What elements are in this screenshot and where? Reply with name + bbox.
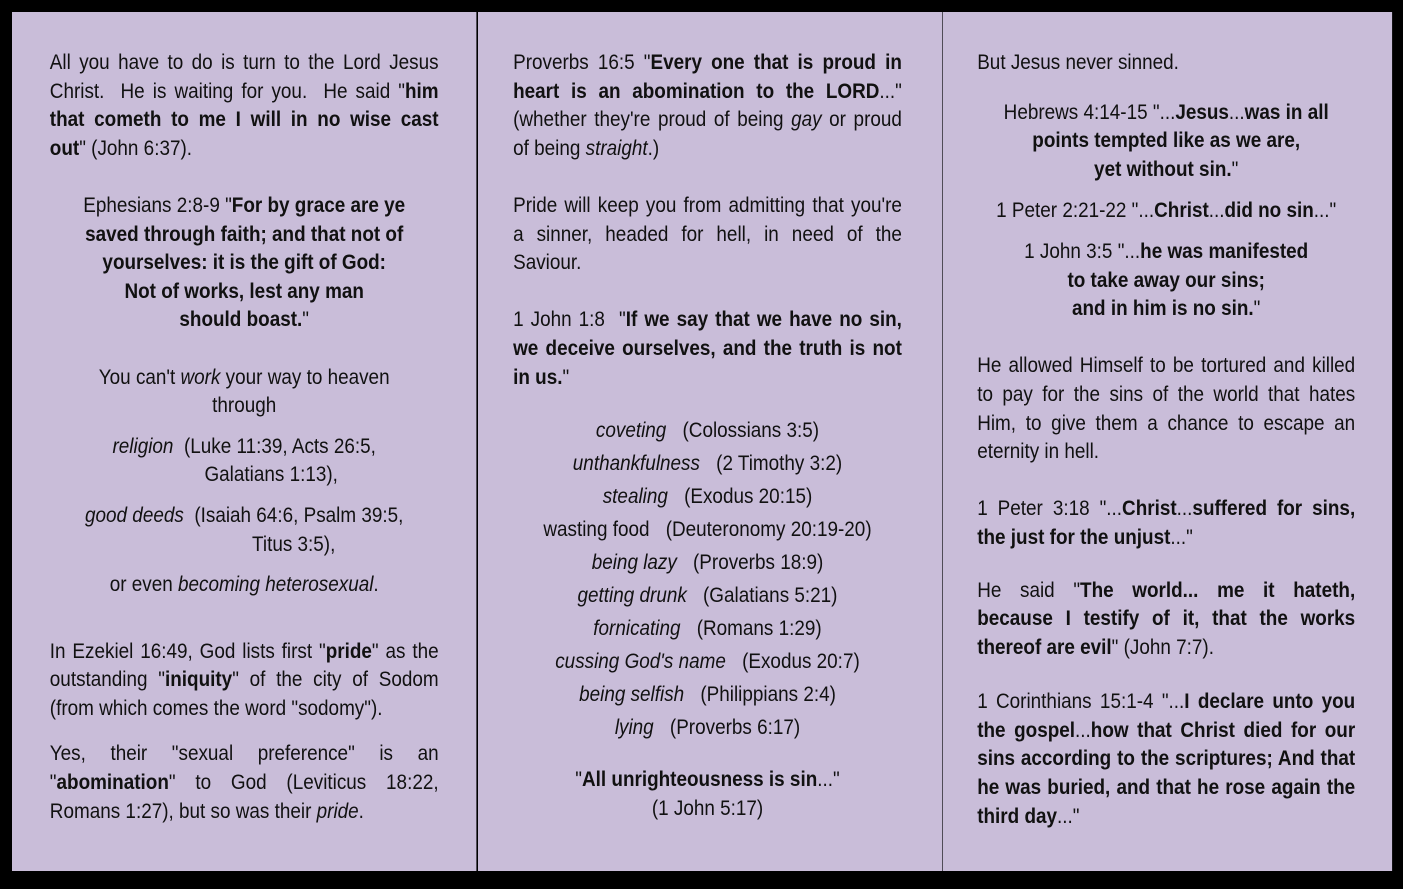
sin-term: coveting (595, 419, 667, 443)
yes-pride: pride (316, 799, 359, 823)
first-peter-ellipsis: ... (1208, 199, 1225, 223)
third-peter-verse (977, 495, 1355, 552)
hetero-period: . (373, 573, 379, 597)
proverbs-text-2: or proud of being (513, 108, 902, 160)
unrighteousness-ref: (1 John 5:17) (651, 796, 764, 820)
proverbs-gay: gay (791, 108, 822, 132)
yes-abomination: abomination (56, 771, 169, 795)
middle-panel (478, 12, 942, 871)
hebrews-jesus: Jesus (1175, 100, 1229, 124)
world-hateth-paragraph (977, 577, 1355, 663)
sin-term: cussing God's name (555, 650, 726, 674)
peter-3-quote: suffered for sins, the just for the unjust (977, 497, 1356, 549)
first-john-close: " (562, 365, 570, 389)
proverbs-text-1: ..." (whether they're proud of being (513, 79, 902, 132)
ephesians-line-5: should boast. (179, 308, 303, 332)
allowed-paragraph: He allowed Himself to be tortured and killed to pay for the sins of the world that hates Him, to give them a chance to escape an eternity in hell. (977, 354, 1356, 464)
first-john-3-verse (977, 238, 1355, 324)
corinthians-quote-2: how that Christ died for our sins according to the scriptures; And that he was buried, and that he rose again the third day (977, 718, 1356, 828)
hetero-text: or even (109, 573, 179, 597)
sin-reference: (Exodus 20:7) (742, 650, 860, 674)
corinthians-close: ..." (1057, 804, 1080, 828)
ephesians-ref: Ephesians 2:8-9 " (83, 193, 232, 217)
hebrews-verse (977, 99, 1355, 185)
good-deeds-term: good deeds (85, 503, 184, 527)
corinthians-verse (977, 688, 1355, 831)
works-emphasis: work (180, 365, 221, 389)
said-ref: " (John 7:7). (1111, 635, 1214, 659)
heterosexual-item (50, 571, 439, 600)
yes-text-1: Yes, their "sexual preference" is an " (49, 742, 439, 795)
sin-term: fornicating (593, 617, 681, 641)
sin-list-item (513, 414, 902, 447)
first-john-paragraph (513, 306, 902, 392)
sin-term: stealing (602, 485, 668, 509)
works-text-2: your way to heaven (220, 365, 390, 389)
yes-period: . (358, 799, 364, 823)
works-text-1: You can't (98, 365, 181, 389)
hebrews-line-2: points tempted like as we are, (1032, 129, 1301, 153)
sin-reference: (Philippians 2:4) (700, 683, 836, 707)
sin-reference: (Colossians 3:5) (682, 419, 820, 443)
unrighteousness-close: ..." (817, 768, 840, 792)
yes-paragraph (50, 740, 439, 826)
first-peter-verse (977, 197, 1355, 226)
religion-refs-1: (Luke 11:39, Acts 26:5, (173, 434, 376, 458)
sin-reference: (Romans 1:29) (696, 617, 822, 641)
peter-3-close: ..." (1170, 525, 1193, 549)
sin-term: being selfish (579, 683, 685, 707)
hetero-term: becoming heterosexual (178, 573, 374, 597)
sin-list-item (513, 579, 902, 612)
ephesians-line-2: saved through faith; and that not of (85, 222, 404, 246)
unrighteousness-verse (513, 766, 902, 823)
pride-paragraph: Pride will keep you from admitting that you're a sinner, headed for hell, in need of the Saviour. (513, 193, 902, 275)
unrighteousness-open: " (575, 768, 582, 792)
works-heading (50, 364, 439, 421)
sin-reference: (2 Timothy 3:2) (716, 452, 843, 476)
sin-reference: (Proverbs 18:9) (693, 551, 824, 575)
sin-list-item (513, 612, 902, 645)
peter-3-ref: 1 Peter 3:18 "... (977, 497, 1123, 521)
first-john-ref: 1 John 1:8 " (513, 308, 626, 332)
never-sinned: But Jesus never sinned. (977, 51, 1179, 74)
proverbs-ref: Proverbs 16:5 " (513, 51, 651, 74)
right-panel (943, 12, 1392, 871)
sin-term: getting drunk (577, 584, 687, 608)
proverbs-paragraph (513, 49, 902, 163)
john-3-line-2: to take away our sins; (1067, 268, 1265, 292)
peter-3-christ: Christ (1122, 497, 1177, 521)
works-through: through (212, 394, 277, 418)
sin-list-item (513, 711, 902, 744)
religion-item (50, 433, 439, 490)
sin-reference: (Proverbs 6:17) (669, 716, 801, 740)
ezekiel-pride: pride (325, 639, 372, 663)
ezekiel-text-3: " of the city of Sodom (from which comes the word "sodomy"). (49, 668, 439, 720)
good-deeds-refs-1: (Isaiah 64:6, Psalm 39:5, (183, 503, 404, 527)
corinthians-ref: 1 Corinthians 15:1-4 "... (977, 690, 1185, 714)
proverbs-quote: Every one that is proud in heart is an abomination to the LORD (513, 51, 902, 103)
corinthians-quote-1: I declare unto you the gospel (977, 690, 1356, 742)
john-3-line-1: he was manifested (1140, 239, 1309, 263)
hebrews-ref: Hebrews 4:14-15 "... (1003, 100, 1176, 124)
said-quote: The world... me it hateth, because I testify of it, that the works thereof are evil (977, 578, 1356, 659)
right-panel-content (977, 49, 1355, 831)
left-panel (12, 12, 476, 871)
first-peter-christ: Christ (1154, 199, 1209, 223)
ephesians-close: " (302, 308, 309, 332)
sin-reference: (Deuteronomy 20:19-20) (665, 518, 872, 542)
sin-list-item (513, 480, 902, 513)
john-3-line-3: and in him is no sin. (1071, 297, 1254, 321)
intro-paragraph (50, 49, 439, 163)
hebrews-close: " (1231, 157, 1239, 181)
sin-list-item (513, 513, 902, 546)
ezekiel-text-2: " as the outstanding " (49, 639, 439, 692)
first-peter-close: ..." (1313, 199, 1337, 223)
intro-ref: " (John 6:37). (79, 136, 193, 160)
left-panel-content (50, 49, 439, 826)
sin-reference: (Exodus 20:15) (684, 485, 813, 509)
sin-list-item (513, 447, 902, 480)
proverbs-straight: straight (585, 136, 648, 160)
ezekiel-paragraph (50, 638, 439, 724)
proverbs-text-3: .) (647, 136, 660, 160)
ephesians-line-4: Not of works, lest any man (124, 279, 364, 303)
good-deeds-refs-2: Titus 3:5), (252, 532, 336, 556)
unrighteousness-quote: All unrighteousness is sin (581, 768, 818, 792)
peter-3-ellipsis: ... (1176, 497, 1193, 521)
hebrews-ellipsis: ... (1228, 100, 1245, 124)
hebrews-line-1: was in all (1244, 100, 1329, 124)
first-peter-ref: 1 Peter 2:21-22 "... (996, 199, 1155, 223)
sin-reference: (Galatians 5:21) (703, 584, 838, 608)
good-deeds-item (50, 502, 439, 559)
said-text: He said " (977, 578, 1081, 602)
sin-term: lying (614, 716, 654, 740)
first-john-quote: If we say that we have no sin, we deceive ourselves, and the truth is not in us. (513, 308, 902, 389)
john-3-ref: 1 John 3:5 "... (1024, 239, 1141, 263)
sin-term: unthankfulness (572, 452, 700, 476)
intro-quote: him that cometh to me I will in no wise cast out (49, 79, 439, 160)
ephesians-line-3: yourselves: it is the gift of God: (102, 251, 386, 275)
john-3-close: " (1253, 297, 1261, 321)
sin-list-item (513, 645, 902, 678)
corinthians-ellipsis: ... (1075, 718, 1091, 742)
religion-term: religion (112, 434, 174, 458)
sin-list (513, 414, 902, 744)
middle-panel-content (513, 49, 902, 823)
sin-list-item (513, 546, 902, 579)
sin-term: wasting food (543, 518, 650, 542)
ezekiel-text-1: In Ezekiel 16:49, God lists first " (49, 639, 326, 663)
ephesians-line-1: For by grace are ye (231, 193, 406, 217)
yes-text-2: " to God (Leviticus 18:22, Romans 1:27), but so was their (49, 771, 439, 823)
ephesians-verse (50, 192, 439, 335)
first-peter-quote: did no sin (1224, 199, 1314, 223)
intro-text: All you have to do is turn to the Lord Jesus Christ. He is waiting for you. He said " (49, 51, 439, 103)
religion-refs-2: Galatians 1:13), (204, 463, 338, 487)
sin-term: being lazy (591, 551, 677, 575)
sin-list-item (513, 678, 902, 711)
ezekiel-iniquity: iniquity (164, 668, 233, 692)
hebrews-line-3: yet without sin. (1094, 157, 1232, 181)
